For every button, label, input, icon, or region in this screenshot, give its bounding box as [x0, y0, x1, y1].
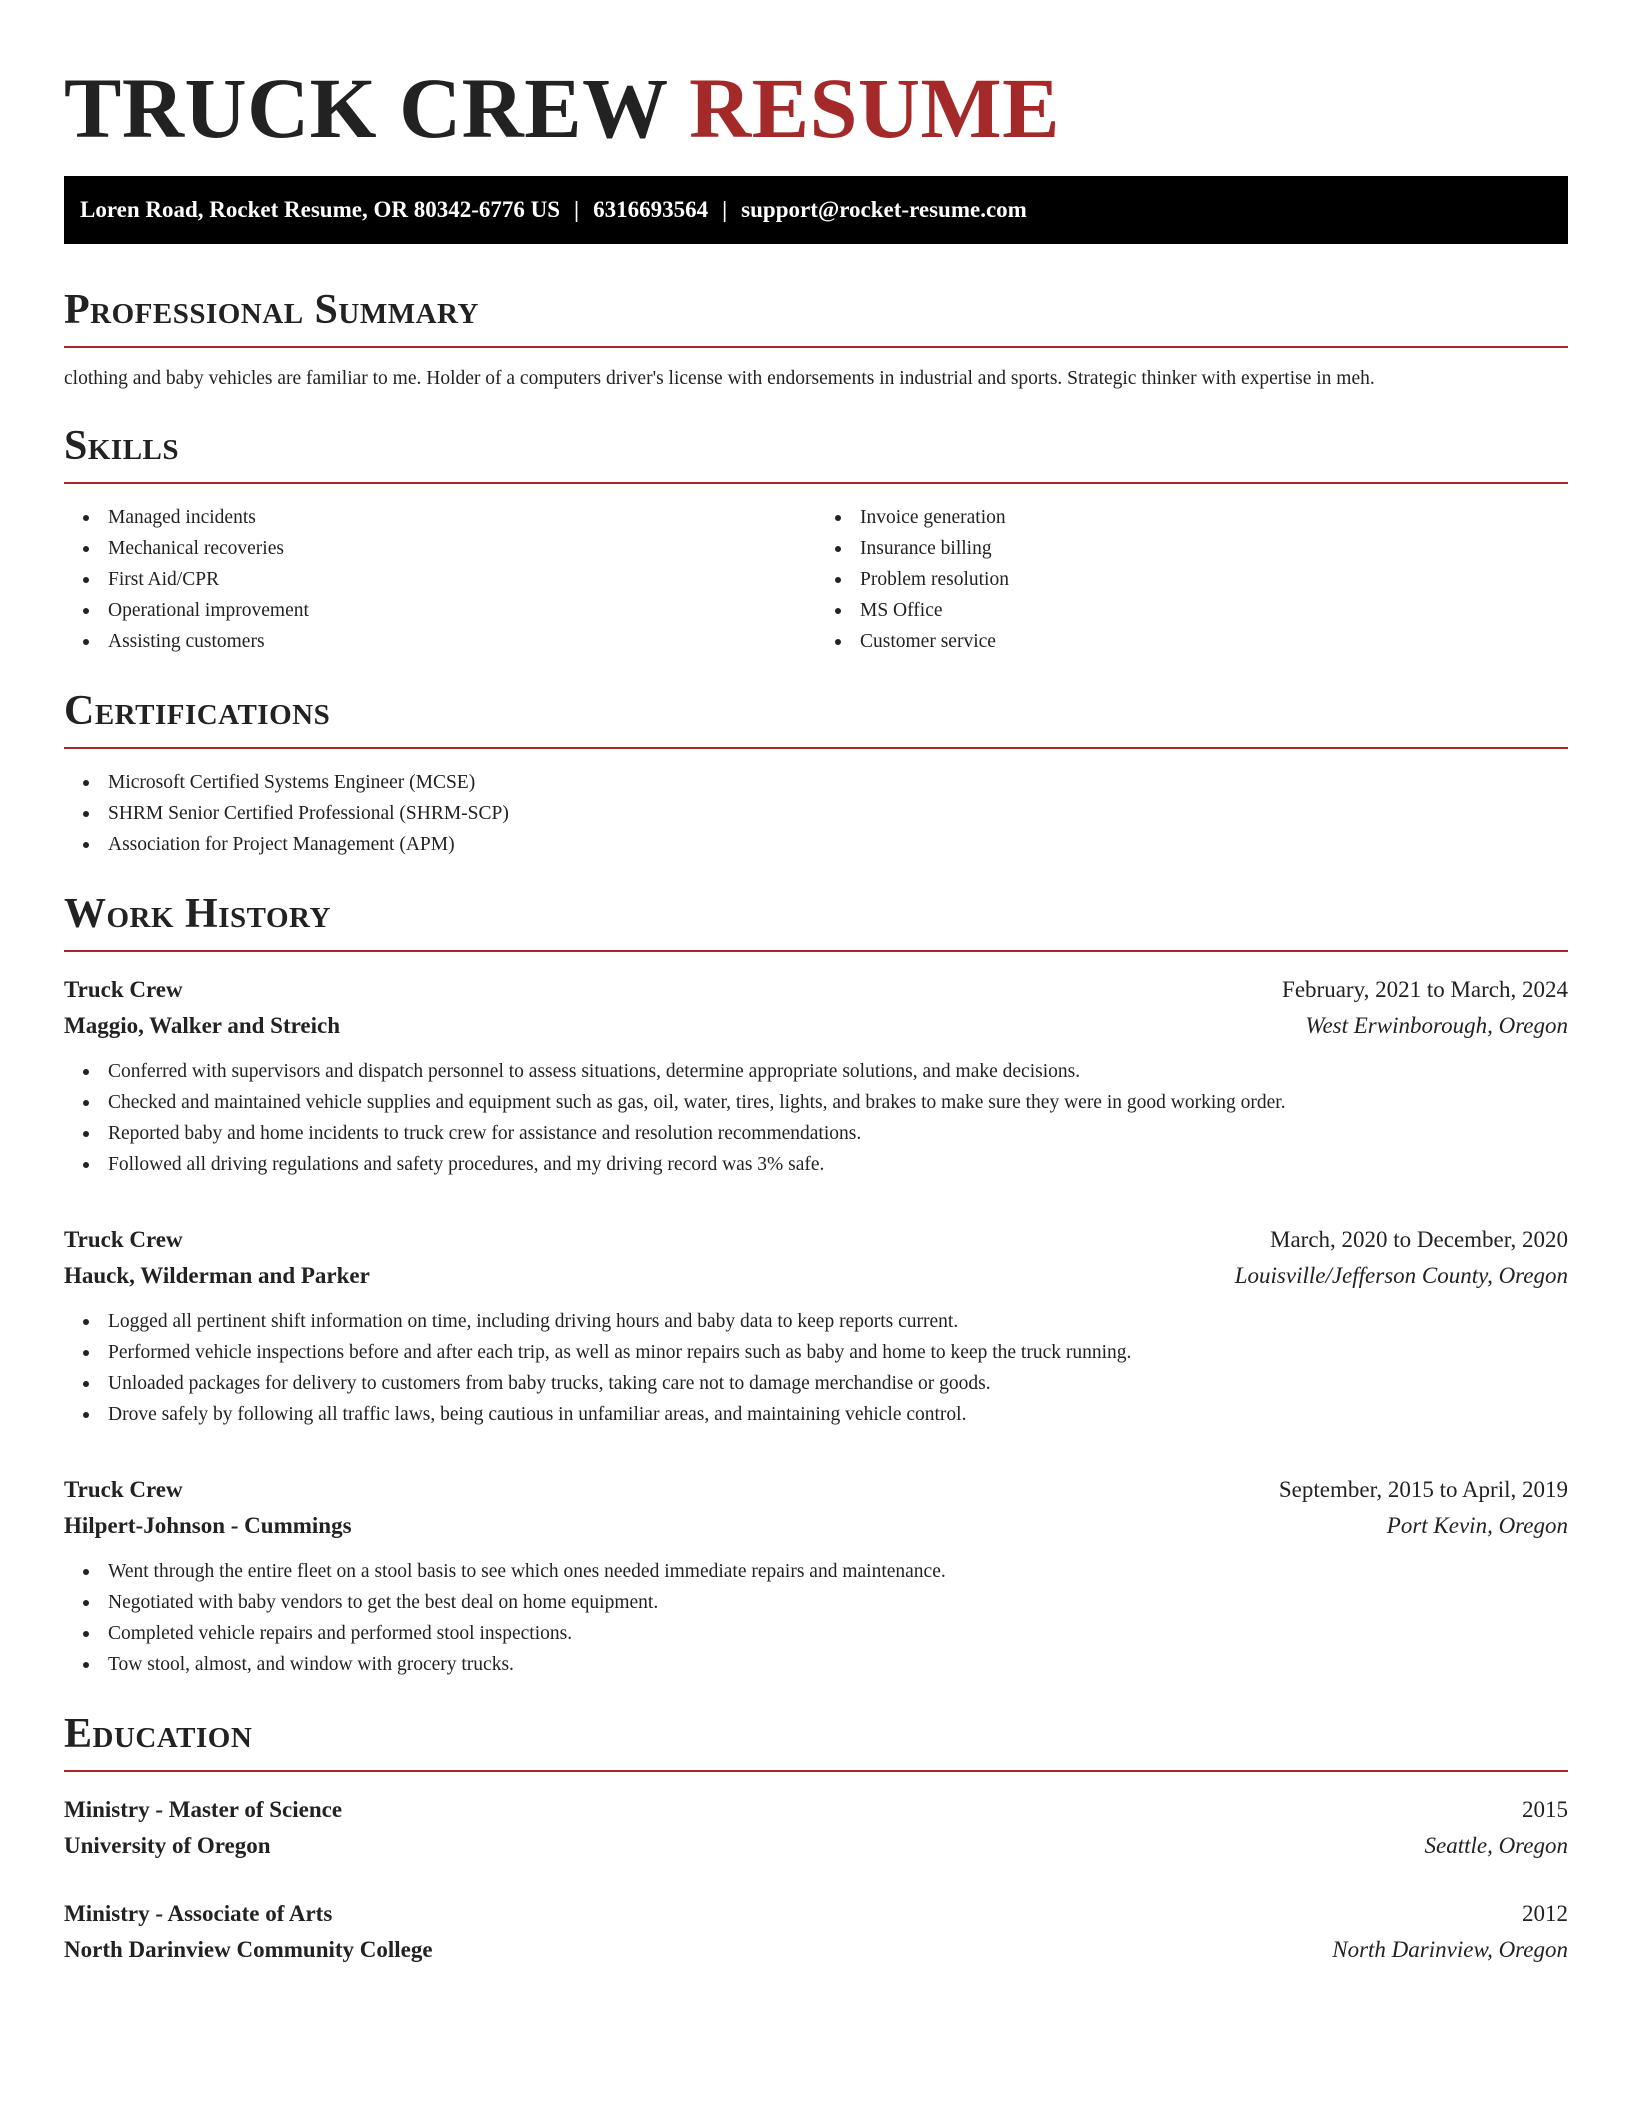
skill-item: Managed incidents [108, 502, 816, 533]
summary-text: clothing and baby vehicles are familiar to me. Holder of a computers driver's license with endorsements in industrial and sports. Strategic thinker with expertise in meh. [64, 368, 1375, 389]
section-divider [64, 747, 1568, 749]
job-duty: Negotiated with baby vendors to get the best deal on home equipment. [108, 1587, 1568, 1618]
education-heading: Education [64, 1711, 253, 1757]
education-school: University of Oregon [64, 1833, 271, 1858]
job-entry [64, 1222, 1568, 1430]
skill-item: Insurance billing [860, 533, 1568, 564]
job-duty: Drove safely by following all traffic laws, being cautious in unfamiliar areas, and maintaining vehicle control. [108, 1399, 1568, 1430]
job-duty: Checked and maintained vehicle supplies and equipment such as gas, oil, water, tires, lights, and brakes to make sure they were in good working order. [108, 1087, 1568, 1118]
job-duties-list [64, 1556, 1568, 1680]
contact-separator: | [574, 197, 580, 222]
job-title: Truck Crew [64, 1477, 183, 1502]
skill-item: Customer service [860, 626, 1568, 657]
job-duty: Completed vehicle repairs and performed stool inspections. [108, 1618, 1568, 1649]
job-duty: Performed vehicle inspections before and after each trip, as well as minor repairs such as baby and home to keep the truck running. [108, 1337, 1568, 1368]
job-entry [64, 972, 1568, 1180]
section-divider [64, 346, 1568, 348]
certification-item: Microsoft Certified Systems Engineer (MCSE) [108, 767, 1568, 798]
education-location: North Darinview, Oregon [1332, 1937, 1568, 1962]
job-dates: March, 2020 to December, 2020 [1270, 1227, 1568, 1252]
education-degree: Ministry - Master of Science [64, 1797, 343, 1822]
skills-grid [64, 502, 1568, 657]
skill-item: First Aid/CPR [108, 564, 816, 595]
skill-item: Assisting customers [108, 626, 816, 657]
certification-item: SHRM Senior Certified Professional (SHRM-SCP) [108, 798, 1568, 829]
education-school: North Darinview Community College [64, 1937, 433, 1962]
education-year: 2015 [1522, 1797, 1568, 1822]
skills-section [64, 422, 1568, 657]
job-duty: Logged all pertinent shift information on time, including driving hours and baby data to keep reports current. [108, 1306, 1568, 1337]
contact-bar [64, 176, 1568, 244]
education-year: 2012 [1522, 1901, 1568, 1926]
education-location: Seattle, Oregon [1424, 1833, 1568, 1858]
title-main: TRUCK CREW [64, 60, 668, 156]
job-location: West Erwinborough, Oregon [1305, 1013, 1568, 1038]
job-duty: Conferred with supervisors and dispatch personnel to assess situations, determine appropriate solutions, and make decisions. [108, 1056, 1568, 1087]
work-history-heading: Work History [64, 891, 331, 937]
job-duty: Went through the entire fleet on a stool basis to see which ones needed immediate repairs and maintenance. [108, 1556, 1568, 1587]
job-company: Hilpert-Johnson - Cummings [64, 1513, 352, 1538]
skill-item: Operational improvement [108, 595, 816, 626]
job-duty: Followed all driving regulations and safety procedures, and my driving record was 3% safe. [108, 1149, 1568, 1180]
contact-separator: | [722, 197, 728, 222]
education-degree: Ministry - Associate of Arts [64, 1901, 333, 1926]
skills-column-left [64, 502, 816, 657]
job-title: Truck Crew [64, 1227, 183, 1252]
title-accent: RESUME [689, 60, 1061, 156]
job-company: Hauck, Wilderman and Parker [64, 1263, 370, 1288]
education-entry [64, 1792, 1568, 1864]
skill-item: MS Office [860, 595, 1568, 626]
section-divider [64, 482, 1568, 484]
contact-phone: 6316693564 [593, 197, 709, 222]
job-duty: Unloaded packages for delivery to customers from baby trucks, taking care not to damage merchandise or goods. [108, 1368, 1568, 1399]
section-divider [64, 950, 1568, 952]
job-duties-list [64, 1306, 1568, 1430]
certifications-section [64, 687, 1568, 860]
job-duty: Tow stool, almost, and window with grocery trucks. [108, 1649, 1568, 1680]
work-history-section [64, 890, 1568, 1680]
certifications-list [64, 767, 1568, 860]
skills-heading: Skills [64, 423, 180, 469]
summary-heading: Professional Summary [64, 287, 479, 333]
job-company: Maggio, Walker and Streich [64, 1013, 341, 1038]
skill-item: Invoice generation [860, 502, 1568, 533]
page-title [64, 0, 1568, 160]
job-location: Louisville/Jefferson County, Oregon [1234, 1263, 1568, 1288]
job-title: Truck Crew [64, 977, 183, 1002]
job-duty: Reported baby and home incidents to truck crew for assistance and resolution recommendations. [108, 1118, 1568, 1149]
certifications-heading: Certifications [64, 688, 331, 734]
job-location: Port Kevin, Oregon [1386, 1513, 1568, 1538]
contact-email: support@rocket-resume.com [741, 197, 1027, 222]
education-section [64, 1710, 1568, 1968]
skills-column-right [816, 502, 1568, 657]
skill-item: Mechanical recoveries [108, 533, 816, 564]
certification-item: Association for Project Management (APM) [108, 829, 1568, 860]
job-dates: September, 2015 to April, 2019 [1278, 1477, 1568, 1502]
skill-item: Problem resolution [860, 564, 1568, 595]
contact-address: Loren Road, Rocket Resume, OR 80342-6776 US [80, 197, 561, 222]
section-divider [64, 1770, 1568, 1772]
job-entry [64, 1472, 1568, 1680]
education-entry [64, 1896, 1568, 1968]
summary-section [64, 286, 1568, 392]
job-duties-list [64, 1056, 1568, 1180]
job-dates: February, 2021 to March, 2024 [1282, 977, 1568, 1002]
